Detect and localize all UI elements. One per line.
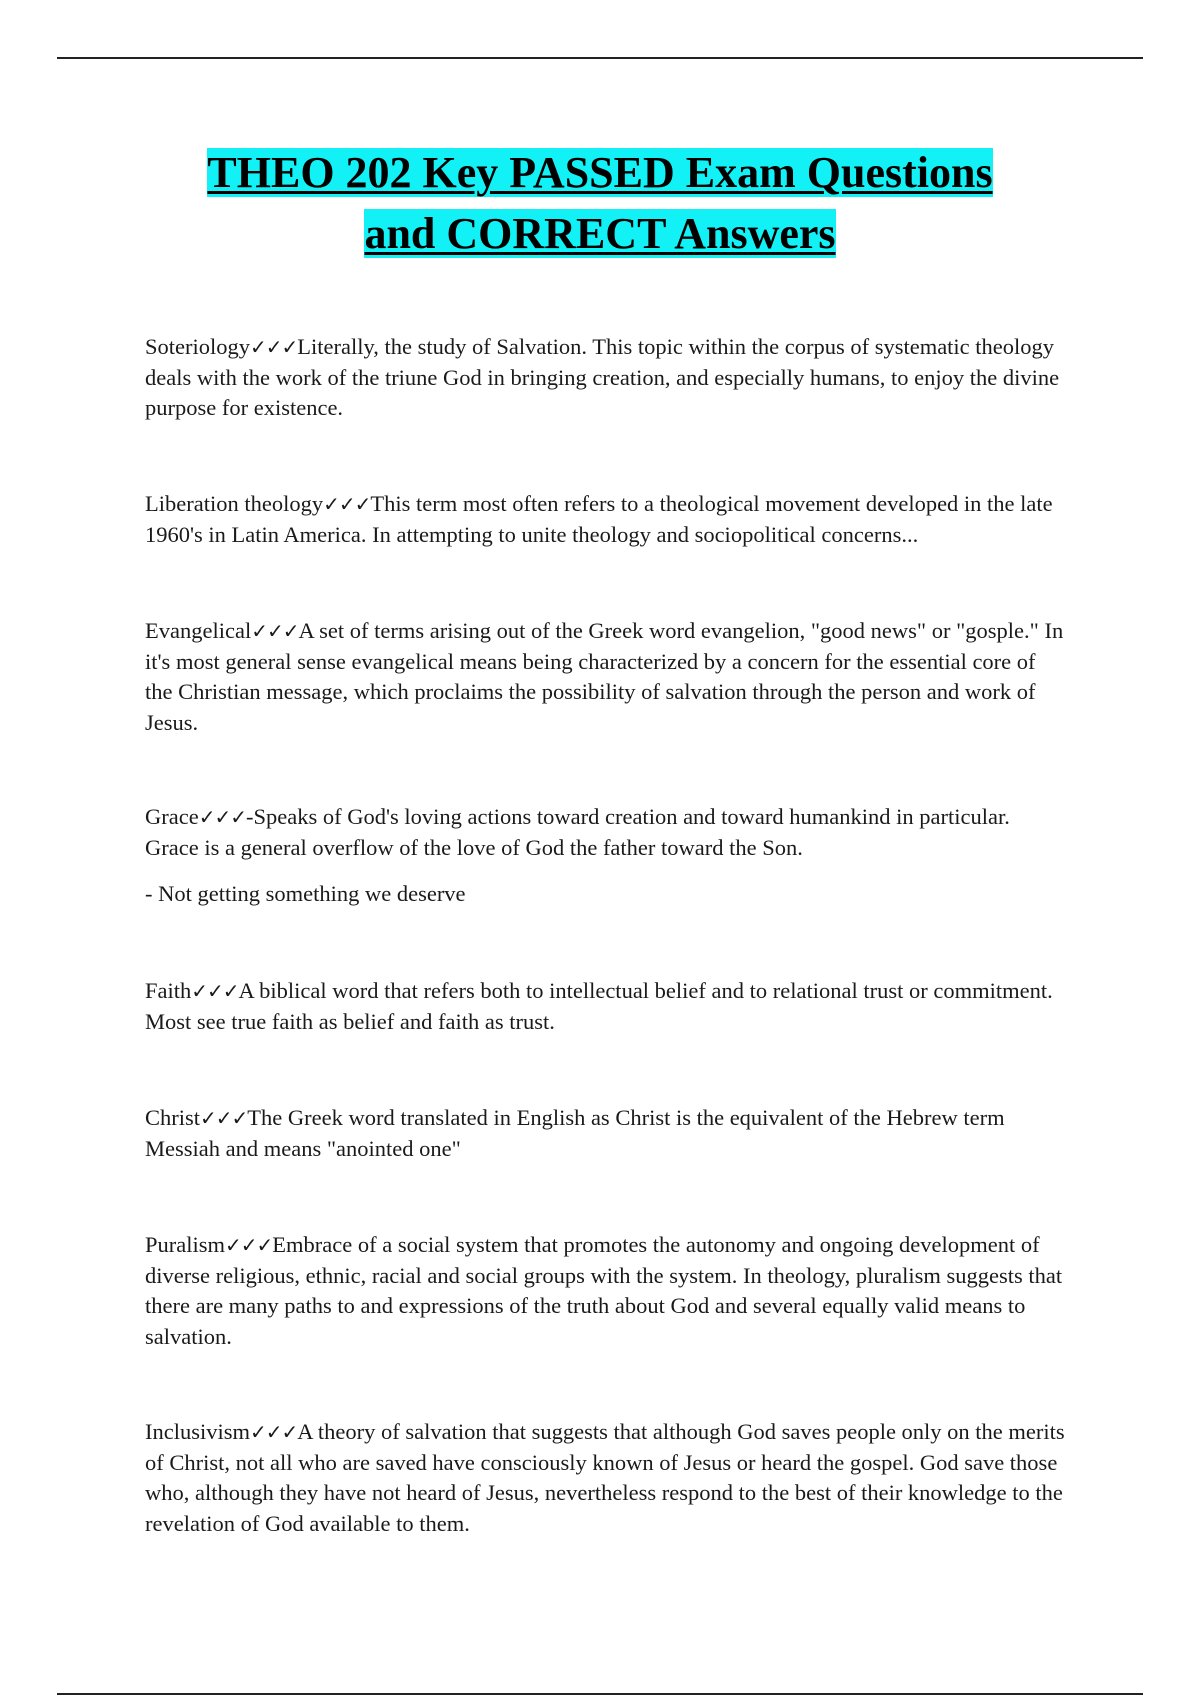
entry-definition: The Greek word translated in English as Christ is the equivalent of the Hebrew term Messiah and means "anointed one" [145,1105,1005,1161]
entry-term: Faith [145,978,192,1003]
entry-grace [145,802,1065,910]
entry-definition: A biblical word that refers both to intellectual belief and to relational trust or commitment. Most see true faith as belief and faith as trust. [145,978,1053,1034]
entry-term: Soteriology [145,334,250,359]
title-line-1: THEO 202 Key PASSED Exam Questions [207,148,993,197]
checkmark-icon: ✓✓✓ [198,805,246,829]
entry-christ [145,1103,1065,1164]
entry-term: Evangelical [145,618,252,643]
entry-term: Liberation theology [145,491,324,516]
entry-definition: A set of terms arising out of the Greek word evangelion, "good news" or "gosple." In it's most general sense evangelical means being characterized by a concern for the essential core of the Christian message, which proclaims the possibility of salvation through the person and work of Jesus. [145,618,1064,735]
entry-term: Grace [145,804,199,829]
entry-definition: A theory of salvation that suggests that although God saves people only on the merits of Christ, not all who are saved have consciously known of Jesus or heard the gospel. God save those who, although they have not heard of Jesus, nevertheless respond to the best of their knowledge to the revelation of God available to them. [145,1419,1065,1536]
entry-definition: This term most often refers to a theological movement developed in the late 1960's in Latin America. In attempting to unite theology and sociopolitical concerns... [145,491,1053,547]
entry-soteriology [145,332,1065,424]
header-rule [57,57,1143,59]
entry-note: - Not getting something we deserve [145,881,466,906]
document-title [100,142,1100,264]
checkmark-icon: ✓✓✓ [200,1106,248,1130]
entry-definition: Literally, the study of Salvation. This topic within the corpus of systematic theology deals with the work of the triune God in bringing creation, and especially humans, to enjoy the divine purpose for existence. [145,334,1060,420]
entry-term: Puralism [145,1232,226,1257]
checkmark-icon: ✓✓✓ [251,619,299,643]
entry-definition: Embrace of a social system that promotes the autonomy and ongoing development of diverse religious, ethnic, racial and social groups with the system. In theology, pluralism suggests that there are many paths to and expressions of the truth about God and several equally valid means to salvation. [145,1232,1063,1349]
checkmark-icon: ✓✓✓ [250,1420,298,1444]
entry-term: Christ [145,1105,201,1130]
footer-rule [57,1693,1143,1695]
entry-inclusivism [145,1417,1065,1539]
checkmark-icon: ✓✓✓ [191,979,239,1003]
entry-faith [145,976,1065,1037]
checkmark-icon: ✓✓✓ [250,335,298,359]
entry-liberation-theology [145,489,1065,550]
title-line-2: and CORRECT Answers [364,209,836,258]
checkmark-icon: ✓✓✓ [323,492,371,516]
checkmark-icon: ✓✓✓ [225,1233,273,1257]
entry-evangelical [145,616,1065,738]
entry-term: Inclusivism [145,1419,250,1444]
entry-puralism [145,1230,1065,1352]
entry-definition: -Speaks of God's loving actions toward creation and toward humankind in particular. Grace is a general overflow of the love of God the father toward the Son. [145,804,1010,860]
